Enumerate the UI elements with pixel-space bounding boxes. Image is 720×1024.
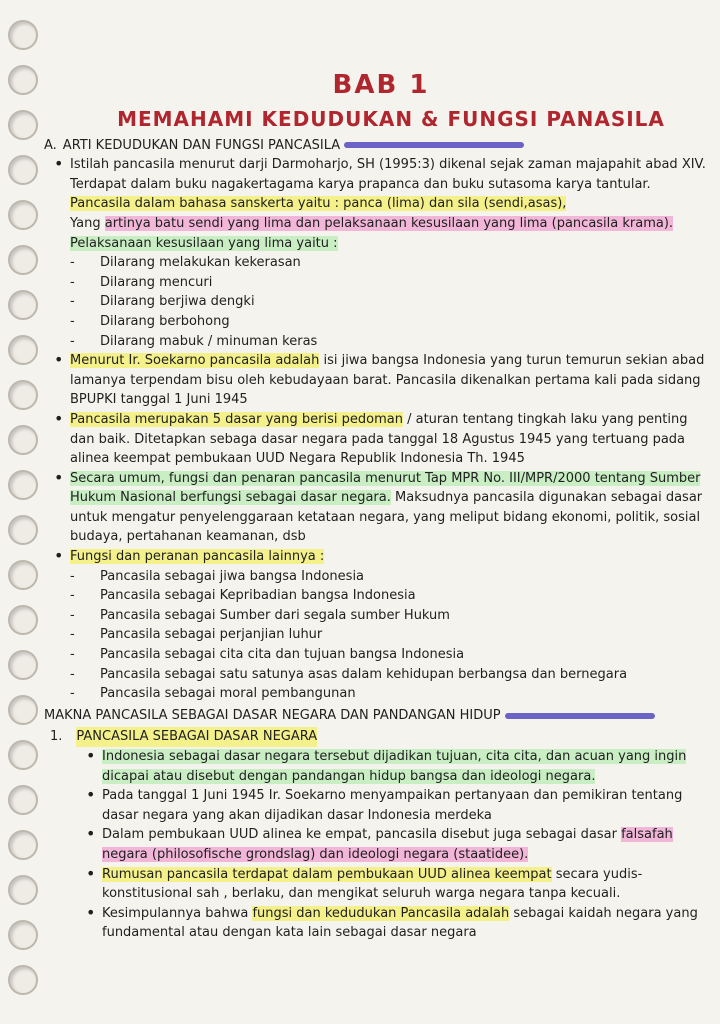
bullet-text: Kesimpulannya bahwa: [102, 905, 253, 921]
section-a-title: ARTI KEDUDUKAN DAN FUNGSI PANCASILA: [62, 137, 341, 153]
highlight-yellow: fungsi dan kedudukan Pancasila adalah: [252, 905, 510, 921]
bullet-text: / aturan tentang tingkah laku yang penting dan baik. Ditetapkan sebaga dasar negara pada tanggal 18 Agustus 1945 yang tertuang pada alinea keempat pembukaan UUD Negara Republik Indonesia Th. 1945: [70, 411, 688, 467]
highlight-yellow: Rumusan pancasila terdapat dalam pembukaan UUD alinea keempat: [102, 866, 552, 882]
chapter-number: BAB 1: [332, 70, 430, 100]
binder-holes: [8, 20, 42, 1020]
binder-hole: [8, 740, 38, 770]
binder-hole: [8, 65, 38, 95]
highlight-green: Secara umum, fungsi dan penaran pancasila menurut Tap MPR No. III/MPR/2000 tentang Sumber Hukum Nasional berfungsi sebagai dasar negara.: [70, 470, 701, 506]
binder-hole: [8, 785, 38, 815]
dash-item: - Pancasila sebagai moral pembangunan: [100, 684, 708, 704]
binder-hole: [8, 920, 38, 950]
binder-hole: [8, 695, 38, 725]
notes-content: [44, 66, 708, 943]
bullet-item: [102, 825, 708, 864]
dash-item: - Pancasila sebagai perjanjian luhur: [100, 625, 708, 645]
binder-hole: [8, 200, 38, 230]
subsection-title: PANCASILA SEBAGAI DASAR NEGARA: [76, 727, 317, 747]
binder-hole: [8, 380, 38, 410]
subsection-bullets: [44, 747, 708, 943]
dash-item: - Dilarang berjiwa dengki: [100, 292, 708, 312]
section-a-label: A.: [44, 137, 57, 153]
bullet-item: [102, 747, 708, 786]
section-underline-bar: [505, 713, 655, 719]
subsection-number: 1.: [50, 729, 63, 745]
binder-hole: [8, 515, 38, 545]
bullet-text: Yang: [70, 215, 105, 231]
dash-item: - Pancasila sebagai satu satunya asas dalam kehidupan berbangsa dan bernegara: [100, 665, 708, 685]
chapter-title: MEMAHAMI KEDUDUKAN & FUNGSI PANASILA: [117, 107, 665, 131]
bullet-text: Istilah pancasila menurut darji Darmoharjo, SH (1995:3) dikenal sejak zaman majapahit abad XIV. Terdapat dalam buku nagakertagama karya prapanca dan buku sutasoma karya tantular.: [70, 157, 706, 192]
binder-hole: [8, 20, 38, 50]
dash-list: [70, 567, 708, 704]
bullet-text: secara yudis-konstitusional sah , berlaku, dan mengikat seluruh warga negara tanpa kecuali.: [102, 866, 643, 902]
bullet-item: [70, 155, 708, 351]
bullet-text: isi jiwa bangsa Indonesia yang turun temurun sekian abad lamanya terpendam bisu oleh kebudayaan barat. Pancasila dikenalkan pertama kali pada sidang BPUPKI tanggal 1 Juni 1945: [70, 353, 705, 408]
dash-item: - Dilarang berbohong: [100, 312, 708, 332]
bullet-item: [102, 865, 708, 904]
highlight-green: Pelaksanaan kesusilaan yang lima yaitu :: [70, 235, 338, 251]
section-b-heading: [44, 706, 708, 726]
binder-hole: [8, 605, 38, 635]
bullet-item: [102, 904, 708, 943]
bullet-item: • Pada tanggal 1 Juni 1945 Ir. Soekarno menyampaikan pertanyaan dan pemikiran tentang dasar negara yang akan dijadikan dasar Indonesia merdeka: [102, 786, 708, 825]
highlight-yellow: Menurut Ir. Soekarno pancasila adalah: [70, 353, 320, 369]
highlight-pink: artinya batu sendi yang lima dan pelaksanaan kesusilaan yang lima (pancasila krama).: [104, 215, 674, 231]
dash-item: - Pancasila sebagai jiwa bangsa Indonesia: [100, 567, 708, 587]
section-a-bullets: [44, 155, 708, 704]
bullet-item: [70, 547, 708, 704]
highlight-pink: falsafah negara (philosofische grondslag) dan ideologi negara (staatidee).: [102, 827, 673, 862]
dash-item: - Pancasila sebagai Sumber dari segala sumber Hukum: [100, 606, 708, 626]
binder-hole: [8, 470, 38, 500]
dash-item: - Pancasila sebagai Kepribadian bangsa Indonesia: [100, 586, 708, 606]
binder-hole: [8, 560, 38, 590]
highlight-yellow: Fungsi dan peranan pancasila lainnya :: [70, 549, 325, 565]
highlight-green: Indonesia sebagai dasar negara tersebut dijadikan tujuan, cita cita, dan acuan yang ingin dicapai atau disebut dengan pandangan hidup bangsa dan ideologi negara.: [102, 749, 687, 784]
binder-hole: [8, 155, 38, 185]
binder-hole: [8, 830, 38, 860]
highlight-yellow: Pancasila dalam bahasa sanskerta yaitu : panca (lima) dan sila (sendi,asas),: [70, 196, 567, 212]
dash-item: - Dilarang mencuri: [100, 273, 708, 293]
bullet-text: Maksudnya pancasila digunakan sebagai dasar untuk mengatur penyelenggaraan ketataan negara, yang meliput bidang ekonomi, politik, sosial budaya, pertahanan keamanan, dsb: [70, 490, 703, 545]
section-b-title: MAKNA PANCASILA SEBAGAI DASAR NEGARA DAN PANDANGAN HIDUP: [44, 707, 501, 723]
binder-hole: [8, 245, 38, 275]
binder-hole: [8, 650, 38, 680]
bullet-item: [70, 469, 708, 547]
highlight-yellow: Pancasila merupakan 5 dasar yang berisi pedoman: [70, 411, 403, 427]
dash-item: - Dilarang melakukan kekerasan: [100, 253, 708, 273]
dash-list: [70, 253, 708, 351]
dash-item: - Dilarang mabuk / minuman keras: [100, 332, 708, 352]
dash-item: - Pancasila sebagai cita cita dan tujuan bangsa Indonesia: [100, 645, 708, 665]
bullet-item: [70, 351, 708, 410]
binder-hole: [8, 110, 38, 140]
binder-hole: [8, 965, 38, 995]
section-a-heading: [44, 136, 708, 156]
binder-hole: [8, 425, 38, 455]
subsection-heading: [50, 727, 708, 747]
binder-hole: [8, 875, 38, 905]
bullet-item: [70, 410, 708, 469]
section-underline-bar: [344, 142, 524, 148]
binder-hole: [8, 290, 38, 320]
bullet-text: Dalam pembukaan UUD alinea ke empat, pancasila disebut juga sebagai dasar: [102, 827, 622, 843]
bullet-text: sebagai kaidah negara yang fundamental atau dengan kata lain sebagai dasar negara: [102, 905, 698, 941]
binder-hole: [8, 335, 38, 365]
